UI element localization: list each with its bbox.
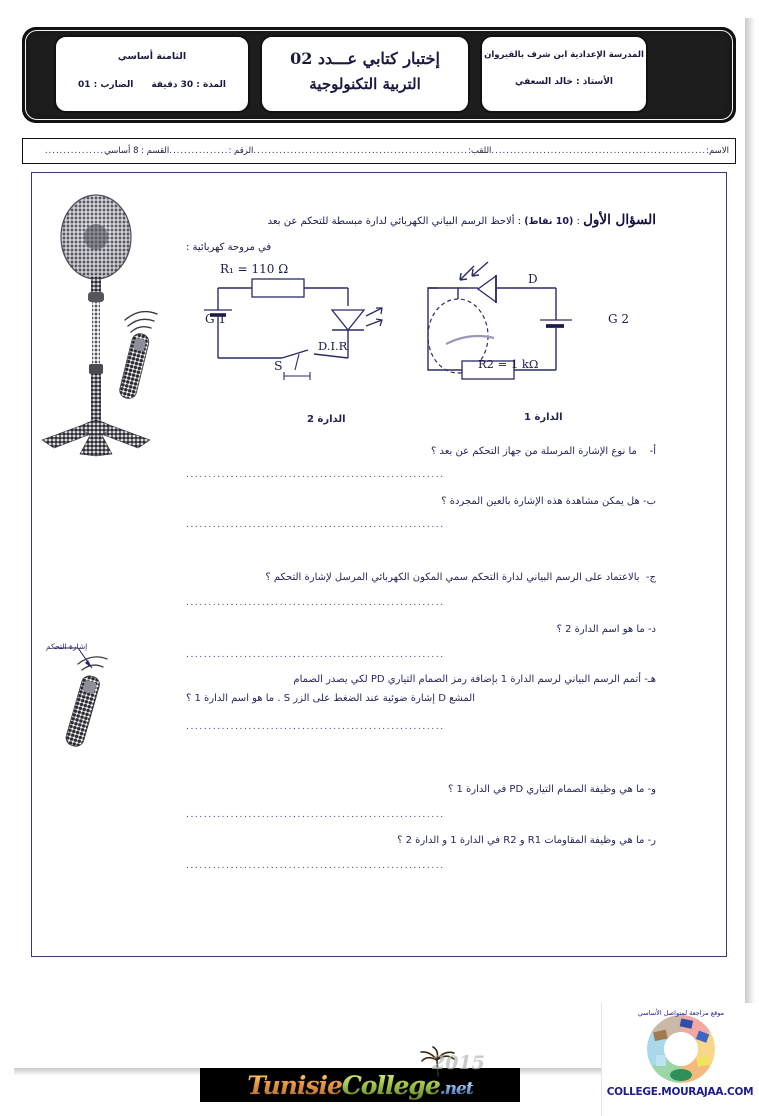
identity-dots-4[interactable]: ................ [44, 146, 105, 156]
circuit2-name-label: الدارة 2 [307, 414, 346, 425]
mourajaa-wheel-icon [602, 1003, 759, 1091]
question1-heading-row [186, 212, 656, 230]
question-d [186, 622, 656, 637]
question-g-marker: ر- [647, 835, 656, 846]
class-level: الثامنة أساسي [117, 51, 187, 62]
question-d-marker: د- [647, 624, 656, 635]
answer-line-g[interactable]: .......................................................... [186, 861, 445, 871]
question-e-line2: المشع D إشارة ضوئية عند الضغط على الزر S . ما هو اسم الدارة 1 ؟ [186, 693, 475, 704]
header-band [22, 27, 736, 123]
site-part2: College [341, 1070, 440, 1100]
question-f-marker: و- [647, 784, 656, 795]
mourajaa-arabic-caption: موقع مراجعة لمتواصل الأساسي [637, 1009, 725, 1017]
answer-line-d[interactable]: .......................................................... [186, 650, 445, 660]
circuit1-name-label: الدارة 1 [524, 412, 563, 423]
question-a-text: ما نوع الإشارة المرسلة من جهاز التحكم عن بعد ؟ [430, 446, 637, 457]
answer-line-f[interactable]: .......................................................... [186, 810, 445, 820]
circuit2-diode-label: D [528, 272, 538, 286]
identity-dots-3[interactable]: ................ [169, 146, 229, 156]
label-name: الاسم: [706, 146, 729, 156]
question-d-text: ما هو اسم الدارة 2 ؟ [556, 624, 645, 635]
label-class: القسم : 8 أساسي [104, 146, 170, 156]
exam-duration: المدة : 30 دقيقة [151, 80, 227, 90]
question-f [186, 782, 656, 797]
question1-colon: : [573, 216, 584, 227]
question-e-text: أتمم الرسم البياني لرسم الدارة 1 بإضافة رمز الصمام التياري PD لكي يصدر الصمام [293, 674, 641, 685]
question1-points: (10 نقاط) [524, 216, 574, 227]
circuit1-switch-label: S [274, 358, 283, 373]
circuit-diagrams [196, 258, 666, 408]
question-c-text: بالاعتماد على الرسم البياني لدارة التحكم سمي المكون الكهربائي المرسل لإشارة التحكم ؟ [265, 572, 640, 583]
answer-line-e[interactable]: .......................................................... [186, 722, 445, 732]
question1-heading: السؤال الأول [583, 212, 656, 228]
teacher-name: الأستاذ : خالد السعفي [514, 77, 614, 87]
answer-line-c[interactable]: .......................................................... [186, 598, 445, 608]
header-cell-title [260, 35, 470, 113]
question1-intro: : ألاحظ الرسم البياني الكهربائي لدارة مبسطة للتحكم عن بعد [267, 216, 525, 227]
header-cell-class [54, 35, 250, 113]
circuit2-resistor-label: R2 = 1 kΩ [478, 357, 539, 371]
label-surname: اللقب: [468, 146, 492, 156]
label-number: الرقم : [228, 146, 254, 156]
question-e-marker: هـ- [644, 674, 656, 685]
exam-subject: التربية التكنولوجية [309, 75, 421, 93]
question-g [186, 833, 656, 848]
exam-coefficient: الضارب : 01 [77, 80, 134, 90]
question-f-text: ما هي وظيفة الصمام التياري PD في الدارة 1 ؟ [447, 784, 645, 795]
site-tld: .net [439, 1078, 473, 1099]
answer-line-b[interactable]: .......................................................... [186, 520, 445, 530]
school-name: المدرسة الإعدادية ابن شرف بالقيروان [484, 50, 644, 60]
pedestal-fan-illustration [38, 192, 184, 457]
question-a [186, 444, 656, 459]
exam-title-line1: إختبار كتابي عـــدد 02 [290, 49, 440, 68]
question-c [186, 570, 656, 585]
circuit1-resistor-label: R₁ = 110 Ω [220, 262, 289, 276]
circuit1-diode-label: D.I.R [318, 339, 348, 353]
question1-intro-line2: في مروحة كهربائية : [186, 242, 272, 253]
question-a-marker: أ- [649, 446, 656, 457]
answer-line-a[interactable]: .......................................................... [186, 470, 445, 480]
header-cell-school [480, 35, 648, 113]
identity-dots-2[interactable]: .......................................................... [253, 146, 469, 156]
mourajaa-url: COLLEGE.MOURAJAA.COM [606, 1086, 754, 1098]
question-b-text: هل يمكن مشاهدة هذه الإشارة بالعين المجردة ؟ [441, 496, 640, 507]
question-b-marker: ب- [642, 496, 656, 507]
circuit2-generator-label: G 2 [608, 312, 630, 326]
student-identity-row [22, 138, 736, 164]
footer-year: 2015 [432, 1052, 485, 1074]
mourajaa-logo-box [601, 1003, 759, 1116]
question-c-marker: ج- [645, 572, 656, 583]
remote-control-illustration [52, 640, 132, 755]
class-meta [56, 80, 248, 90]
signal-label: إشارة التحكم [46, 642, 88, 651]
identity-dots-1[interactable]: .......................................................... [491, 146, 707, 156]
site-part1: Tunisie [247, 1070, 342, 1100]
paper-edge-shadow-right [745, 18, 755, 1068]
question-g-text: ما هي وظيفة المقاومات R1 و R2 في الدارة 1 و الدارة 2 ؟ [397, 835, 645, 846]
question-b [186, 494, 656, 509]
question-e [186, 672, 656, 687]
circuit1-generator-label: G 1 [205, 312, 227, 326]
